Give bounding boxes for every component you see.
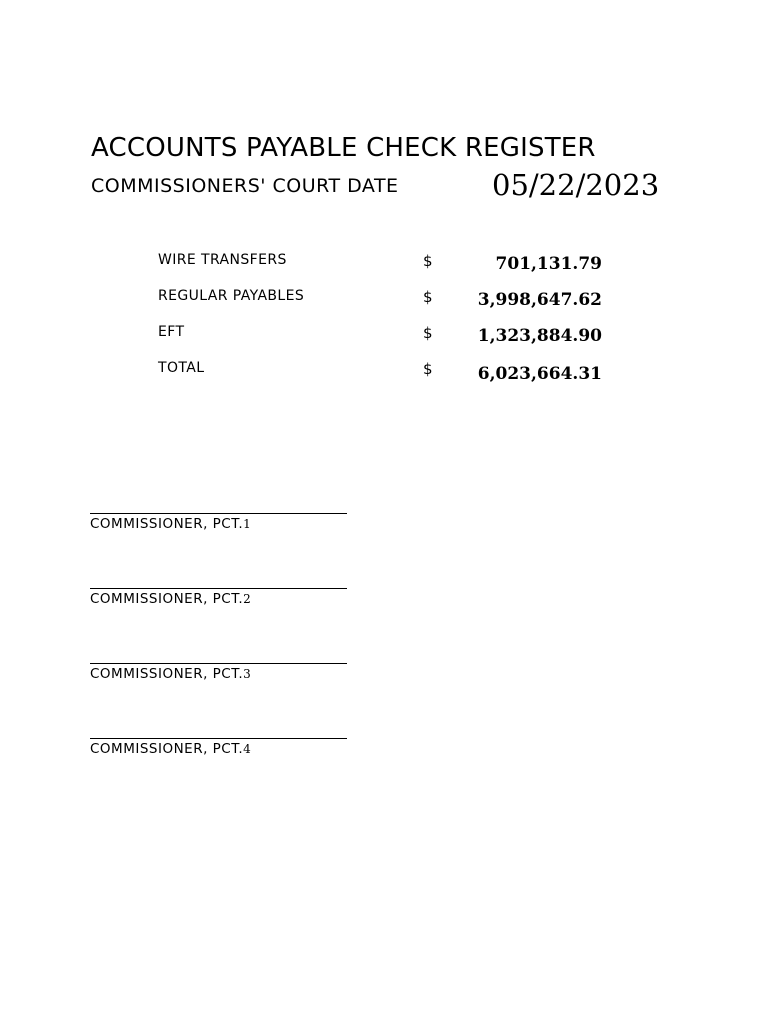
signature-line	[90, 663, 347, 664]
precinct-number: 4	[243, 742, 252, 756]
signature-label	[90, 516, 251, 532]
signature-line	[90, 588, 347, 589]
signature-title: COMMISSIONER, PCT.	[90, 516, 244, 532]
signature-title: COMMISSIONER, PCT.	[90, 591, 244, 607]
precinct-number: 1	[243, 517, 252, 531]
row-amount: 701,131.79	[495, 254, 602, 274]
currency-sign: $	[423, 252, 433, 270]
court-date-label: COMMISSIONERS' COURT DATE	[91, 175, 399, 197]
row-label: WIRE TRANSFERS	[158, 252, 287, 268]
currency-sign: $	[423, 360, 433, 378]
signature-title: COMMISSIONER, PCT.	[90, 741, 244, 757]
row-label: REGULAR PAYABLES	[158, 288, 305, 304]
court-date: 05/22/2023	[492, 168, 660, 202]
signature-label	[90, 666, 251, 682]
signature-line	[90, 513, 347, 514]
precinct-number: 2	[243, 592, 252, 606]
signature-label	[90, 591, 251, 607]
page-title: ACCOUNTS PAYABLE CHECK REGISTER	[91, 133, 596, 163]
row-label: EFT	[158, 324, 185, 340]
signature-line	[90, 738, 347, 739]
row-amount: 6,023,664.31	[477, 364, 602, 384]
signature-label	[90, 741, 251, 757]
precinct-number: 3	[243, 667, 252, 681]
row-amount: 3,998,647.62	[477, 290, 602, 310]
currency-sign: $	[423, 288, 433, 306]
signature-title: COMMISSIONER, PCT.	[90, 666, 244, 682]
row-amount: 1,323,884.90	[477, 326, 602, 346]
currency-sign: $	[423, 324, 433, 342]
row-label: TOTAL	[158, 360, 205, 376]
